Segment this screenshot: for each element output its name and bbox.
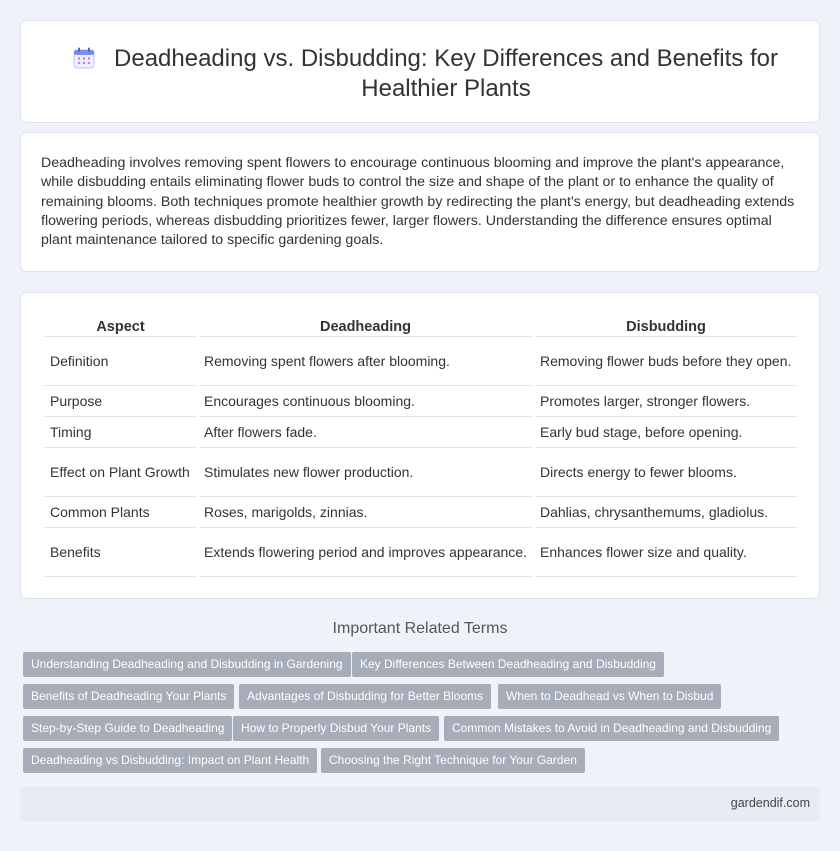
related-term-tag[interactable]: Understanding Deadheading and Disbudding in Gardening bbox=[23, 652, 351, 677]
table-cell-disbudding: Promotes larger, stronger flowers. bbox=[535, 386, 797, 417]
intro-paragraph: Deadheading involves removing spent flowers to encourage continuous blooming and improve the plant's appearance, while disbudding entails eliminating flower buds to control the size and shape of the plant or to enhance the quality of remaining blooms. Both techniques promote healthier growth by redirecting the plant's energy, but deadheading extends flowering periods, whereas disbudding prioritizes fewer, larger flowers. Understanding the difference ensures optimal plant maintenance tailored to specific gardening goals. bbox=[41, 155, 795, 249]
related-term-tag[interactable]: Benefits of Deadheading Your Plants bbox=[23, 684, 234, 709]
table-cell-deadheading: Roses, marigolds, zinnias. bbox=[199, 497, 532, 528]
table-row bbox=[45, 337, 797, 386]
table-cell-disbudding: Dahlias, chrysanthemums, gladiolus. bbox=[535, 497, 797, 528]
related-term-tag[interactable]: Common Mistakes to Avoid in Deadheading and Disbudding bbox=[444, 716, 779, 741]
related-term-tag[interactable]: Advantages of Disbudding for Better Blooms bbox=[239, 684, 491, 709]
table-cell-aspect: Benefits bbox=[45, 528, 196, 577]
table-row bbox=[45, 528, 797, 577]
intro-card bbox=[20, 132, 820, 272]
comparison-table bbox=[42, 309, 800, 577]
related-terms-title: Important Related Terms bbox=[332, 620, 508, 637]
column-header-disbudding: Disbudding bbox=[535, 309, 797, 337]
related-term-tag[interactable]: Step-by-Step Guide to Deadheading bbox=[23, 716, 232, 741]
table-cell-aspect: Effect on Plant Growth bbox=[45, 448, 196, 497]
table-cell-deadheading: Extends flowering period and improves appearance. bbox=[199, 528, 532, 577]
table-row bbox=[45, 497, 797, 528]
table-row bbox=[45, 448, 797, 497]
table-header-row bbox=[45, 309, 797, 337]
table-cell-deadheading: Encourages continuous blooming. bbox=[199, 386, 532, 417]
footer-site-name: gardendif.com bbox=[730, 796, 810, 810]
table-cell-aspect: Common Plants bbox=[45, 497, 196, 528]
related-term-tag[interactable]: When to Deadhead vs When to Disbud bbox=[498, 684, 721, 709]
table-cell-disbudding: Early bud stage, before opening. bbox=[535, 417, 797, 448]
table-row bbox=[45, 417, 797, 448]
column-header-deadheading: Deadheading bbox=[199, 309, 532, 337]
table-row bbox=[45, 386, 797, 417]
table-cell-deadheading: After flowers fade. bbox=[199, 417, 532, 448]
table-cell-aspect: Definition bbox=[45, 337, 196, 386]
related-term-tag[interactable]: Key Differences Between Deadheading and Disbudding bbox=[352, 652, 664, 677]
header-card bbox=[20, 20, 820, 123]
related-term-tag[interactable]: Deadheading vs Disbudding: Impact on Plant Health bbox=[23, 748, 317, 773]
page-title: Deadheading vs. Disbudding: Key Differences and Benefits for Healthier Plants bbox=[114, 45, 778, 102]
table-cell-deadheading: Stimulates new flower production. bbox=[199, 448, 532, 497]
column-header-aspect: Aspect bbox=[45, 309, 196, 337]
related-term-tag[interactable]: Choosing the Right Technique for Your Garden bbox=[321, 748, 585, 773]
table-cell-disbudding: Directs energy to fewer blooms. bbox=[535, 448, 797, 497]
related-term-tag[interactable]: How to Properly Disbud Your Plants bbox=[233, 716, 439, 741]
table-cell-disbudding: Removing flower buds before they open. bbox=[535, 337, 797, 386]
table-cell-deadheading: Removing spent flowers after blooming. bbox=[199, 337, 532, 386]
table-cell-aspect: Timing bbox=[45, 417, 196, 448]
table-cell-disbudding: Enhances flower size and quality. bbox=[535, 528, 797, 577]
table-cell-aspect: Purpose bbox=[45, 386, 196, 417]
footer-bar bbox=[20, 787, 820, 821]
comparison-table-card bbox=[20, 292, 820, 599]
